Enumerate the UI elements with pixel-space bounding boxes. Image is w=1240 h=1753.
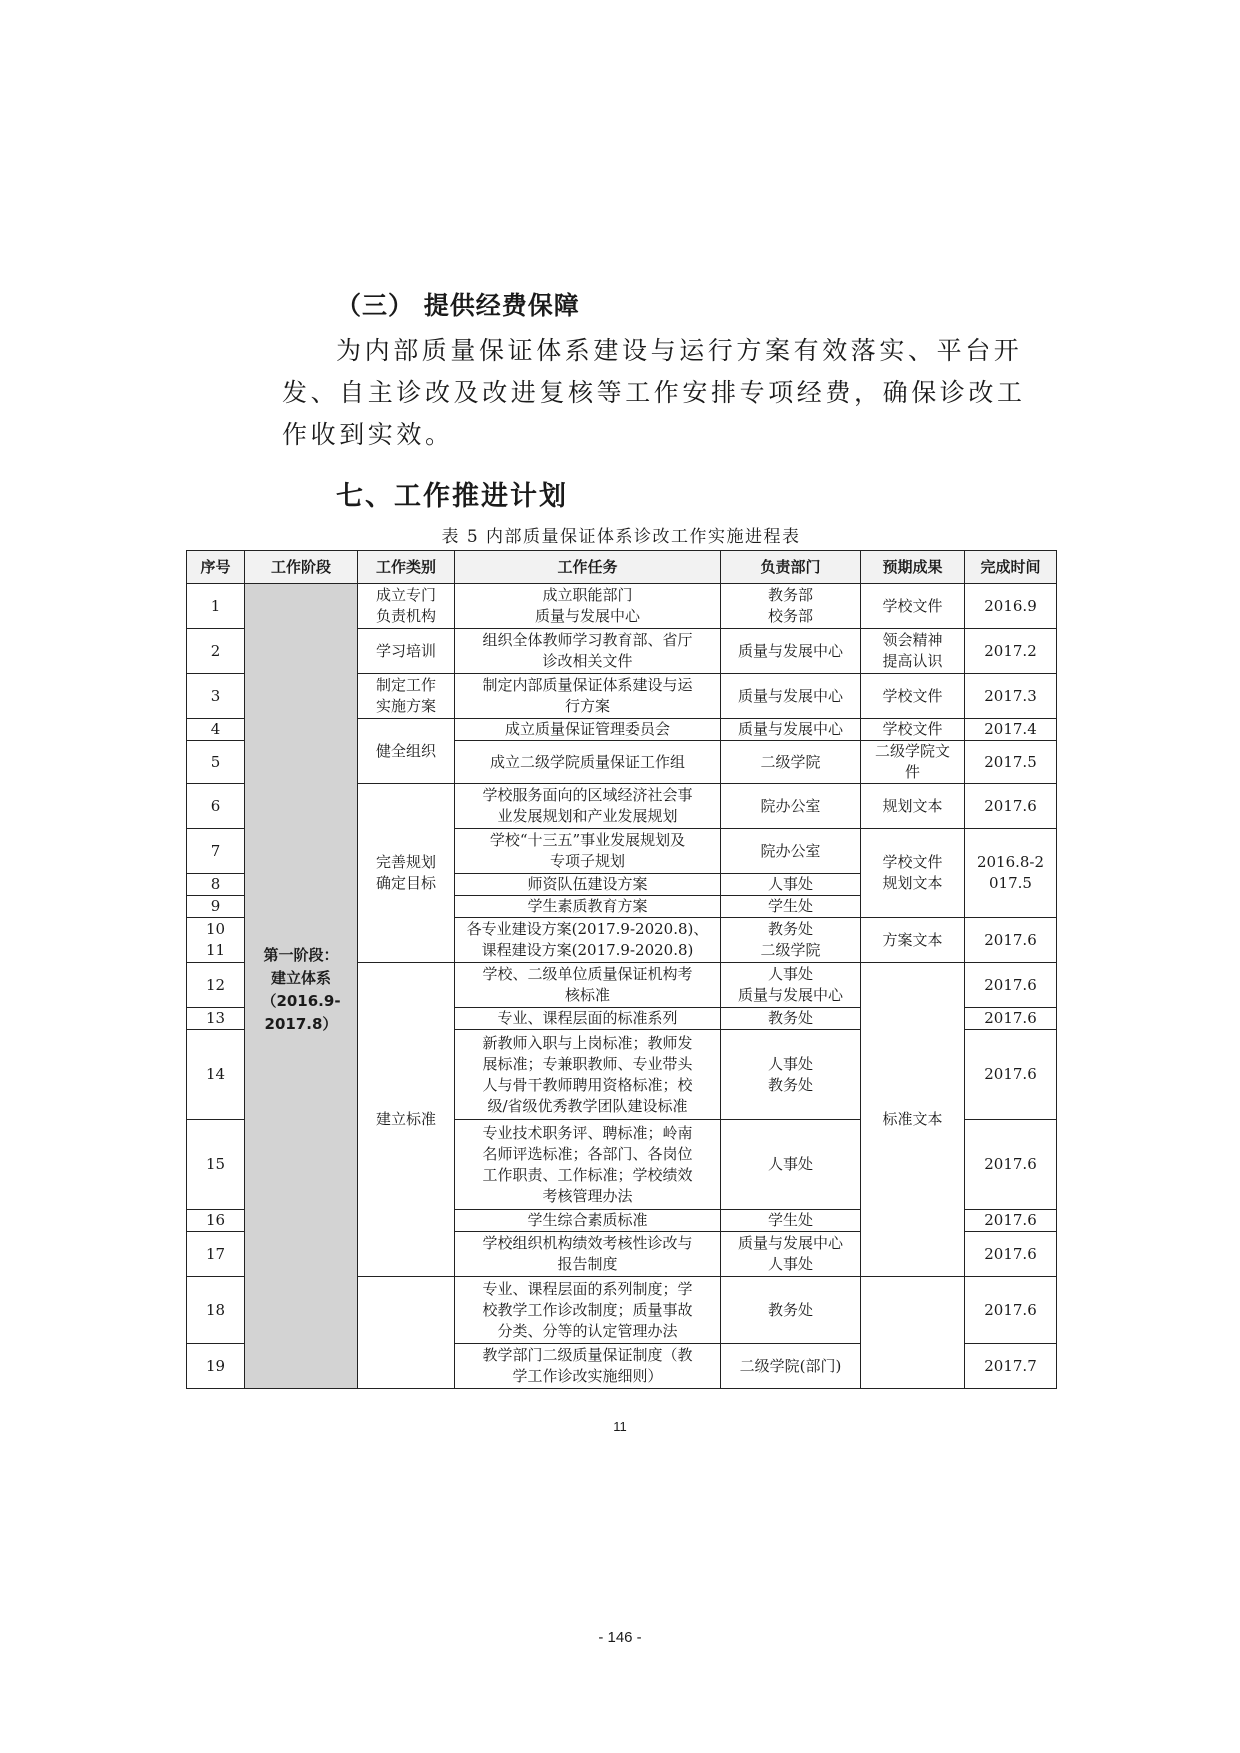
time-cell: 2017.4 bbox=[965, 719, 1057, 741]
dept-cell: 二级学院(部门) bbox=[721, 1344, 861, 1389]
result-cell: 领会精神 提高认识 bbox=[861, 629, 965, 674]
row-number: 16 bbox=[187, 1210, 245, 1232]
dept-cell: 学生处 bbox=[721, 896, 861, 918]
result-cell bbox=[861, 1277, 965, 1389]
dept-cell: 质量与发展中心 bbox=[721, 719, 861, 741]
time-cell: 2017.7 bbox=[965, 1344, 1057, 1389]
result-cell: 标准文本 bbox=[861, 963, 965, 1277]
time-cell: 2017.6 bbox=[965, 1030, 1057, 1120]
time-cell: 2017.6 bbox=[965, 1277, 1057, 1344]
time-cell: 2017.6 bbox=[965, 1210, 1057, 1232]
task-cell: 成立质量保证管理委员会 bbox=[455, 719, 721, 741]
paragraph-line: 作收到实效。 bbox=[282, 420, 454, 449]
header-stage: 工作阶段 bbox=[245, 551, 358, 584]
row-number: 2 bbox=[187, 629, 245, 674]
inner-page-number: 11 bbox=[613, 1419, 627, 1434]
time-cell: 2016.9 bbox=[965, 584, 1057, 629]
dept-cell: 学生处 bbox=[721, 1210, 861, 1232]
dept-cell: 质量与发展中心 bbox=[721, 629, 861, 674]
dept-cell: 人事处 bbox=[721, 1120, 861, 1210]
paragraph-line: 发、自主诊改及改进复核等工作安排专项经费，确保诊改工 bbox=[282, 378, 1026, 407]
category-cell: 制定工作 实施方案 bbox=[358, 674, 455, 719]
time-cell: 2017.6 bbox=[965, 1120, 1057, 1210]
task-cell: 教学部门二级质量保证制度（教 学工作诊改实施细则） bbox=[455, 1344, 721, 1389]
result-cell: 二级学院文 件 bbox=[861, 741, 965, 784]
time-cell: 2017.6 bbox=[965, 1232, 1057, 1277]
row-number: 18 bbox=[187, 1277, 245, 1344]
row-number: 19 bbox=[187, 1344, 245, 1389]
category-cell: 成立专门 负责机构 bbox=[358, 584, 455, 629]
time-cell: 2017.6 bbox=[965, 784, 1057, 829]
funding-paragraph bbox=[282, 330, 1026, 456]
row-number: 17 bbox=[187, 1232, 245, 1277]
task-cell: 专业、课程层面的标准系列 bbox=[455, 1008, 721, 1030]
task-cell: 成立二级学院质量保证工作组 bbox=[455, 741, 721, 784]
dept-cell: 教务处 bbox=[721, 1277, 861, 1344]
result-cell: 学校文件 规划文本 bbox=[861, 829, 965, 918]
category-cell bbox=[358, 1277, 455, 1389]
task-cell: 成立职能部门 质量与发展中心 bbox=[455, 584, 721, 629]
task-cell: 组织全体教师学习教育部、省厅 诊改相关文件 bbox=[455, 629, 721, 674]
row-number: 5 bbox=[187, 741, 245, 784]
dept-cell: 质量与发展中心 bbox=[721, 674, 861, 719]
time-cell: 2017.6 bbox=[965, 1008, 1057, 1030]
task-cell: 专业、课程层面的系列制度；学 校教学工作诊改制度；质量事故 分类、分等的认定管理办法 bbox=[455, 1277, 721, 1344]
task-cell: 师资队伍建设方案 bbox=[455, 874, 721, 896]
header-category: 工作类别 bbox=[358, 551, 455, 584]
result-cell: 学校文件 bbox=[861, 674, 965, 719]
time-cell: 2016.8-2 017.5 bbox=[965, 829, 1057, 918]
row-number: 1 bbox=[187, 584, 245, 629]
row-number: 4 bbox=[187, 719, 245, 741]
task-cell: 专业技术职务评、聘标准；岭南 名师评选标准；各部门、各岗位 工作职责、工作标准；学校绩效 考核管理办法 bbox=[455, 1120, 721, 1210]
dept-cell: 人事处 教务处 bbox=[721, 1030, 861, 1120]
dept-cell: 质量与发展中心 人事处 bbox=[721, 1232, 861, 1277]
section-heading-plan: 七、工作推进计划 bbox=[336, 481, 568, 512]
category-cell: 学习培训 bbox=[358, 629, 455, 674]
row-number: 15 bbox=[187, 1120, 245, 1210]
task-cell: 学校服务面向的区域经济社会事 业发展规划和产业发展规划 bbox=[455, 784, 721, 829]
task-cell: 各专业建设方案(2017.9-2020.8)、 课程建设方案(2017.9-2020.8) bbox=[455, 918, 721, 963]
paragraph-line: 为内部质量保证体系建设与运行方案有效落实、平台开 bbox=[336, 336, 1023, 365]
result-cell: 学校文件 bbox=[861, 584, 965, 629]
table-row bbox=[187, 584, 1057, 629]
result-cell: 规划文本 bbox=[861, 784, 965, 829]
header-task: 工作任务 bbox=[455, 551, 721, 584]
row-number: 6 bbox=[187, 784, 245, 829]
header-result: 预期成果 bbox=[861, 551, 965, 584]
dept-cell: 人事处 质量与发展中心 bbox=[721, 963, 861, 1008]
category-cell: 完善规划 确定目标 bbox=[358, 784, 455, 963]
row-number: 13 bbox=[187, 1008, 245, 1030]
time-cell: 2017.6 bbox=[965, 963, 1057, 1008]
task-cell: 学生素质教育方案 bbox=[455, 896, 721, 918]
task-cell: 学生综合素质标准 bbox=[455, 1210, 721, 1232]
header-time: 完成时间 bbox=[965, 551, 1057, 584]
row-number: 10 11 bbox=[187, 918, 245, 963]
task-cell: 学校“十三五”事业发展规划及 专项子规划 bbox=[455, 829, 721, 874]
row-number: 9 bbox=[187, 896, 245, 918]
task-cell: 新教师入职与上岗标准；教师发 展标准；专兼职教师、专业带头 人与骨干教师聘用资格标准；校 级/省级优秀教学团队建设标准 bbox=[455, 1030, 721, 1120]
row-number: 8 bbox=[187, 874, 245, 896]
dept-cell: 二级学院 bbox=[721, 741, 861, 784]
row-number: 3 bbox=[187, 674, 245, 719]
dept-cell: 教务处 bbox=[721, 1008, 861, 1030]
result-cell: 学校文件 bbox=[861, 719, 965, 741]
result-cell: 方案文本 bbox=[861, 918, 965, 963]
category-cell: 建立标准 bbox=[358, 963, 455, 1277]
dept-cell: 教务处 二级学院 bbox=[721, 918, 861, 963]
header-dept: 负责部门 bbox=[721, 551, 861, 584]
row-number: 14 bbox=[187, 1030, 245, 1120]
task-cell: 学校、二级单位质量保证机构考 核标准 bbox=[455, 963, 721, 1008]
header-no: 序号 bbox=[187, 551, 245, 584]
row-number: 12 bbox=[187, 963, 245, 1008]
page-number: - 146 - bbox=[598, 1629, 642, 1646]
time-cell: 2017.5 bbox=[965, 741, 1057, 784]
time-cell: 2017.3 bbox=[965, 674, 1057, 719]
category-cell: 健全组织 bbox=[358, 719, 455, 784]
dept-cell: 人事处 bbox=[721, 874, 861, 896]
time-cell: 2017.6 bbox=[965, 918, 1057, 963]
section-heading-funding: （三） 提供经费保障 bbox=[336, 291, 580, 320]
dept-cell: 教务部 校务部 bbox=[721, 584, 861, 629]
stage-cell: 第一阶段： 建立体系 （2016.9- 2017.8） bbox=[245, 584, 358, 1389]
table-header-row bbox=[187, 551, 1057, 584]
task-cell: 学校组织机构绩效考核性诊改与 报告制度 bbox=[455, 1232, 721, 1277]
row-number: 7 bbox=[187, 829, 245, 874]
dept-cell: 院办公室 bbox=[721, 829, 861, 874]
table-caption: 表 5 内部质量保证体系诊改工作实施进程表 bbox=[441, 527, 801, 547]
dept-cell: 院办公室 bbox=[721, 784, 861, 829]
time-cell: 2017.2 bbox=[965, 629, 1057, 674]
progress-table bbox=[186, 550, 1057, 1389]
task-cell: 制定内部质量保证体系建设与运 行方案 bbox=[455, 674, 721, 719]
